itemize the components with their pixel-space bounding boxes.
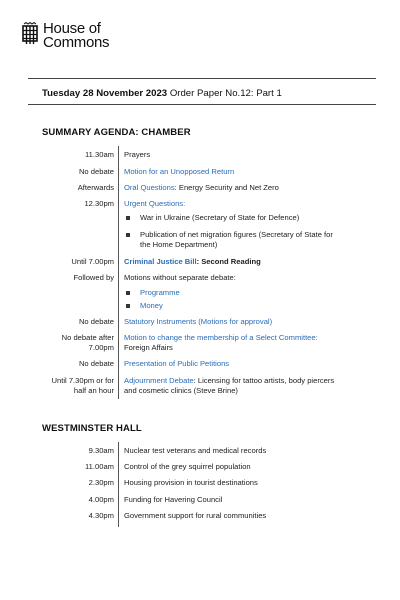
agenda-time: Until 7.00pm [71, 257, 114, 266]
westminster-hall-title: WESTMINSTER HALL [42, 423, 142, 434]
adjournment-topic-cont: and cosmetic clinics (Steve Brine) [124, 386, 238, 395]
agenda-time: 11.00am [85, 462, 114, 471]
bullet-item: War in Ukraine (Secretary of State for Defence) [124, 213, 372, 223]
logo-line2: Commons [43, 34, 110, 51]
westminster-divider [118, 442, 119, 527]
oral-questions-topic: : Energy Security and Net Zero [174, 183, 279, 192]
agenda-row [0, 230, 400, 250]
unopposed-return-link[interactable]: Motion for an Unopposed Return [124, 167, 235, 176]
header-rule-bottom [28, 104, 376, 105]
agenda-item: Housing provision in tourist destinations [124, 478, 258, 487]
agenda-time: No debate [78, 359, 114, 368]
public-petitions-link[interactable]: Presentation of Public Petitions [124, 359, 230, 368]
agenda-item: Government support for rural communities [124, 511, 267, 520]
header-rule-top [28, 78, 376, 79]
statutory-instruments-link[interactable]: Statutory Instruments (Motions for approval) [124, 317, 273, 326]
agenda-row [0, 301, 400, 311]
urgent-questions-link[interactable]: Urgent Questions [124, 199, 184, 208]
criminal-justice-bill-link[interactable]: Criminal Justice Bill [124, 257, 197, 266]
agenda-time: No debate [78, 317, 114, 326]
header-paper: Order Paper No.12: Part 1 [169, 88, 282, 99]
agenda-row [0, 213, 400, 223]
programme-link[interactable]: Programme [140, 288, 180, 297]
money-link[interactable]: Money [140, 301, 163, 310]
agenda-time: Followed by [73, 273, 114, 282]
agenda-time-line: Until 7.30pm or for [51, 376, 114, 385]
agenda-time-line: No debate after [61, 333, 114, 342]
agenda-time: 2.30pm [88, 478, 114, 487]
agenda-time: 4.30pm [88, 511, 114, 520]
house-of-commons-logo [20, 22, 109, 50]
agenda-time: 9.30am [88, 446, 114, 455]
bullet-line: the Home Department) [140, 240, 218, 249]
agenda-row [0, 288, 400, 298]
agenda-time: 4.00pm [88, 495, 114, 504]
agenda-time-line: half an hour [73, 386, 114, 395]
agenda-item: Control of the grey squirrel population [124, 462, 251, 471]
chamber-divider [118, 146, 119, 399]
oral-questions-link[interactable]: Oral Questions [124, 183, 175, 192]
portcullis-icon [20, 22, 40, 46]
agenda-time [14, 333, 114, 353]
agenda-time-line: 7.00pm [88, 343, 114, 352]
agenda-time: Afterwards [77, 183, 114, 192]
agenda-time: No debate [78, 167, 114, 176]
chamber-title: SUMMARY AGENDA: CHAMBER [42, 127, 191, 138]
agenda-time: 11.30am [85, 150, 114, 159]
bullet-item [124, 230, 372, 250]
header-date: Tuesday 28 November 2023 [42, 88, 168, 99]
order-paper-header [42, 88, 282, 99]
urgent-questions-colon: : [183, 199, 186, 208]
adjournment-topic: : Licensing for tattoo artists, body piercers [193, 376, 335, 385]
logo-line1: House of [43, 20, 101, 37]
agenda-time: 12.30pm [84, 199, 114, 208]
agenda-item: Prayers [124, 150, 151, 159]
agenda-item: Motions without separate debate: [124, 273, 236, 282]
agenda-item: Nuclear test veterans and medical records [124, 446, 267, 455]
agenda-item: Funding for Havering Council [124, 495, 223, 504]
committee-name: Foreign Affairs [124, 343, 173, 352]
adjournment-debate-link[interactable]: Adjournment Debate [124, 376, 194, 385]
bullet-line: Publication of net migration figures (Secretary of State for [140, 230, 333, 239]
second-reading-label: : Second Reading [196, 257, 261, 266]
agenda-time [14, 376, 114, 396]
select-committee-link[interactable]: Motion to change the membership of a Select Committee: [124, 333, 318, 342]
